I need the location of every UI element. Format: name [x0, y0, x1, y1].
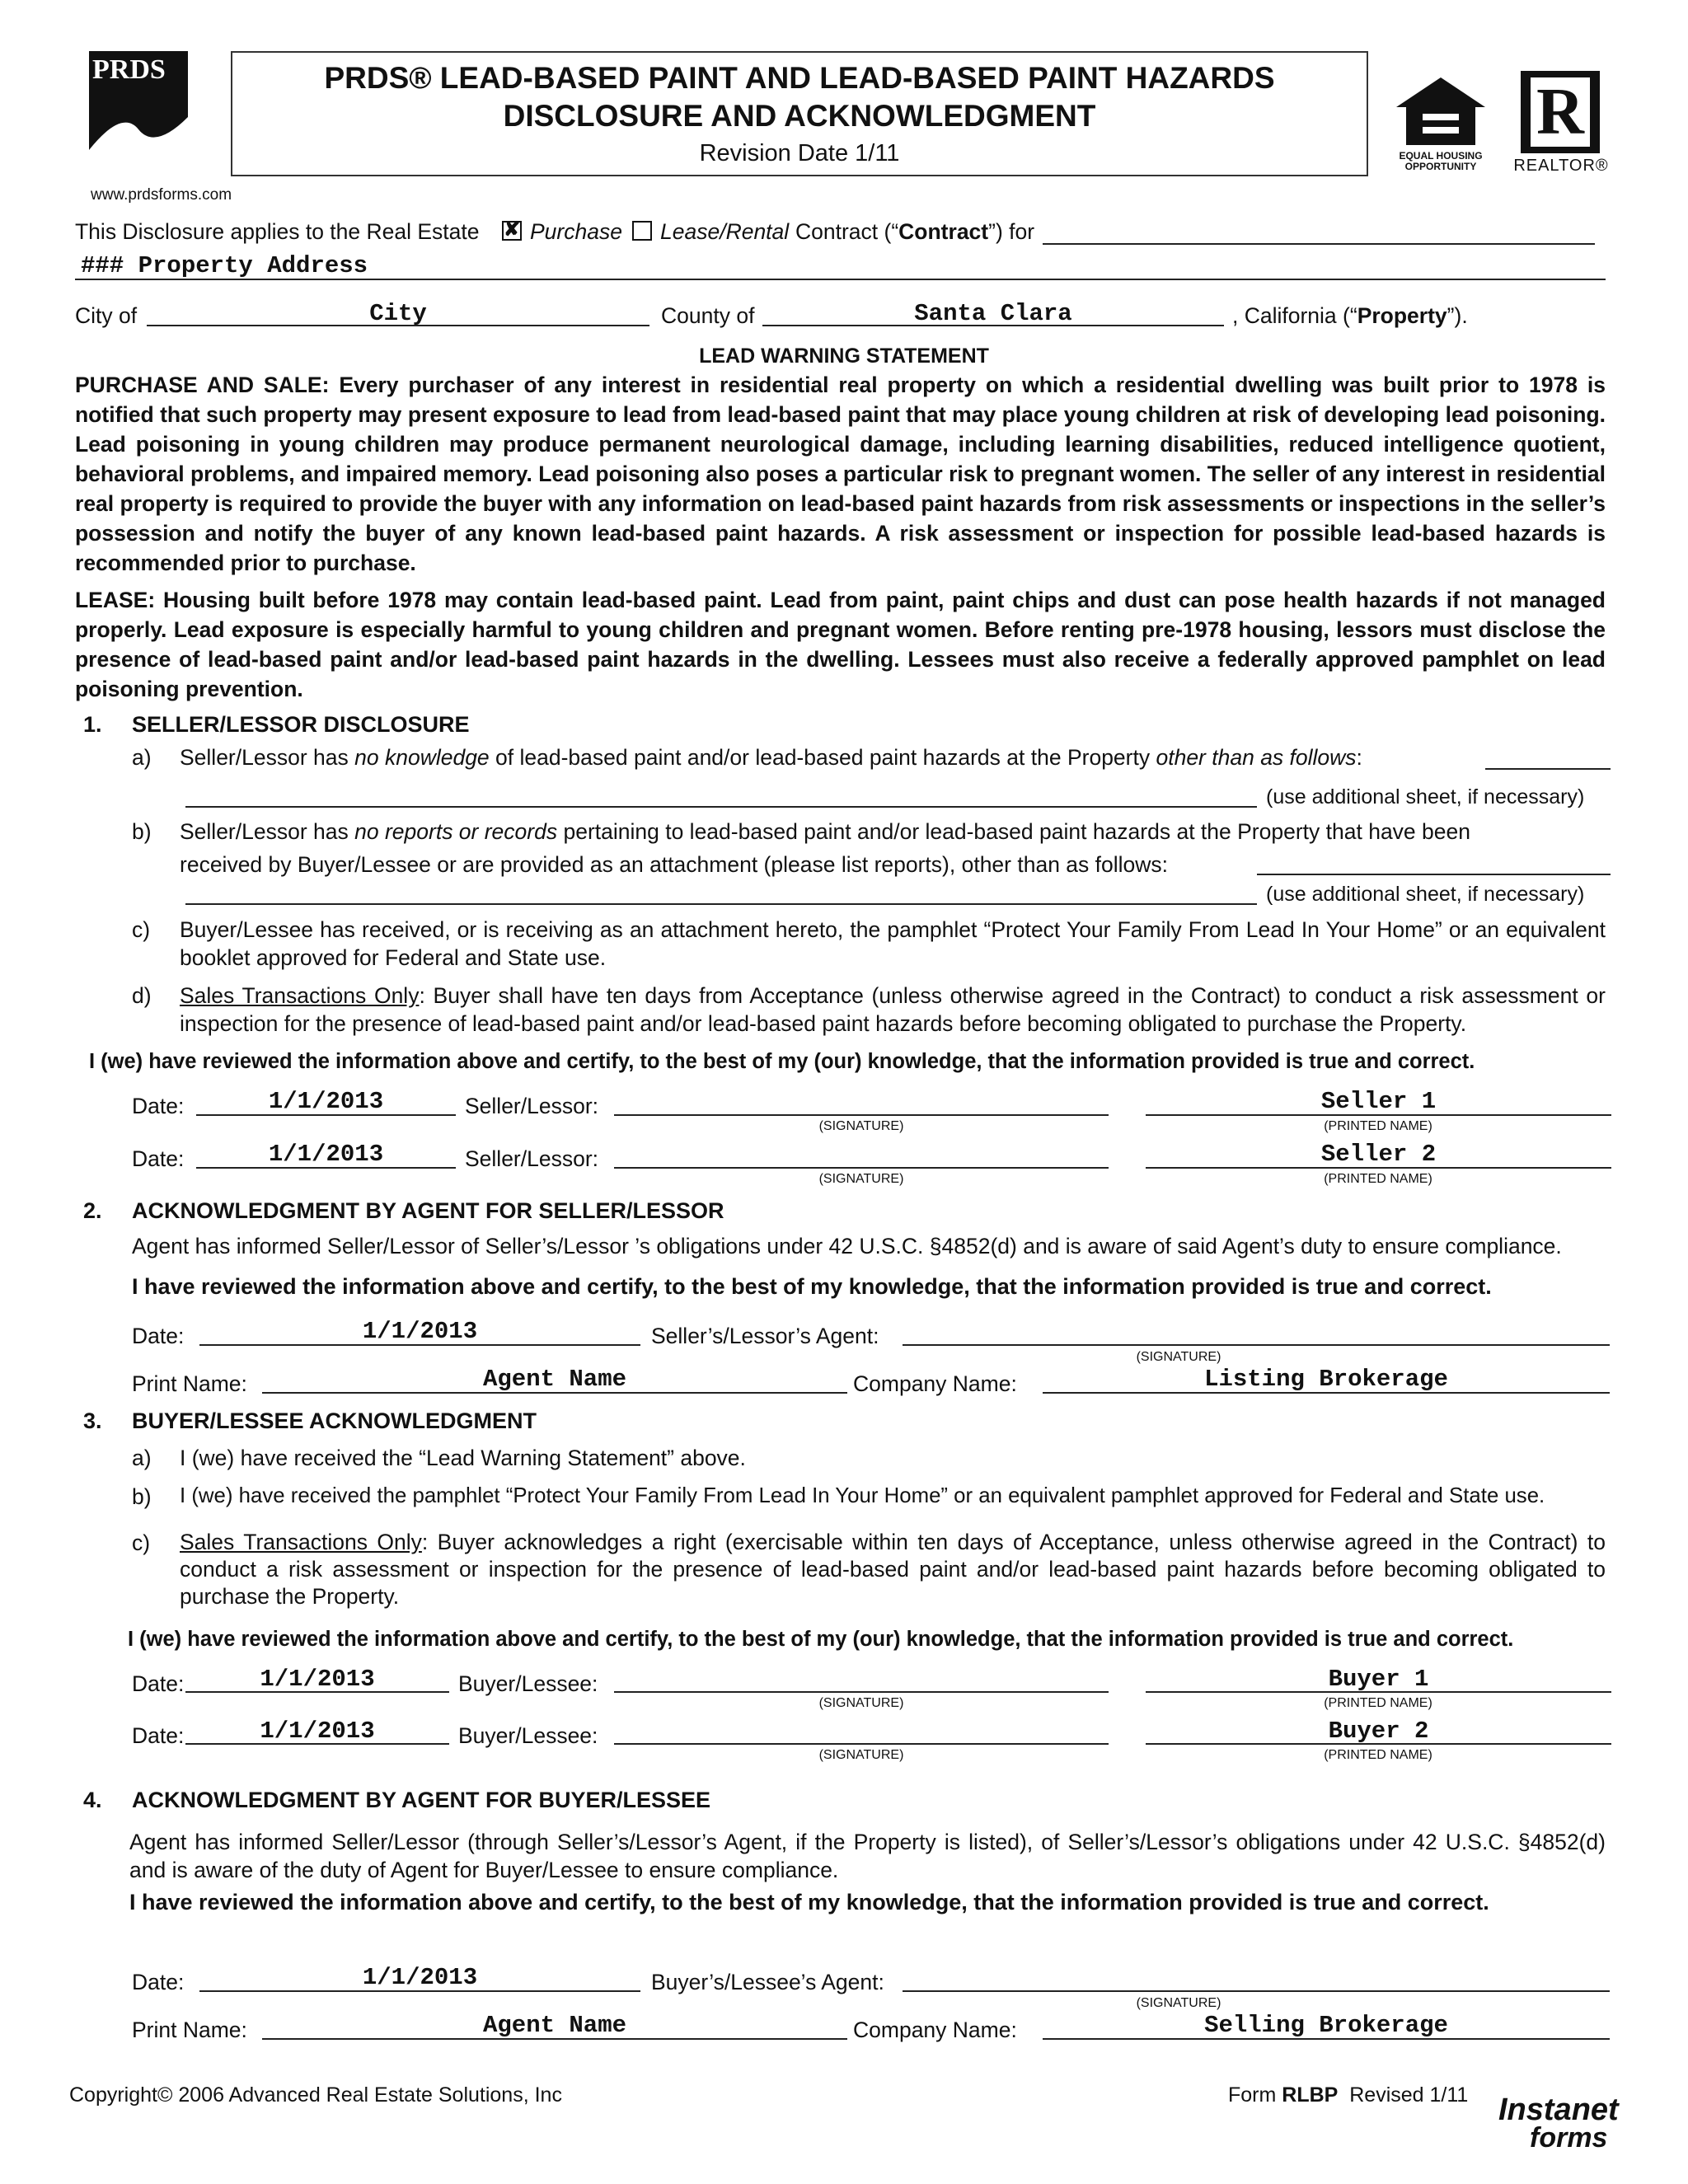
- s1-printed-name-field-2[interactable]: Seller 2: [1320, 1141, 1437, 1168]
- s4-date-field[interactable]: 1/1/2013: [362, 1964, 478, 1991]
- s3-date-field-2[interactable]: 1/1/2013: [260, 1718, 375, 1745]
- s1-c-text: Buyer/Lessee has received, or is receiving as an attachment hereto, the pamphlet “Protect Your Family From Lead In Your Home” or an equivalent booklet approved for Federal and State use.: [180, 917, 1606, 970]
- s2-number: 2.: [83, 1198, 102, 1223]
- s1-a-additional: (use additional sheet, if necessary): [1266, 785, 1585, 808]
- s4-agent-label: Buyer’s/Lessee’s Agent:: [651, 1970, 884, 1994]
- county-label: County of: [661, 303, 755, 328]
- s1-c-letter: c): [132, 917, 151, 942]
- city-label: City of: [75, 303, 138, 328]
- s4-title: ACKNOWLEDGMENT BY AGENT FOR BUYER/LESSEE: [132, 1788, 711, 1812]
- s1-b-text3: received by Buyer/Lessee or are provided as an attachment (please list reports), other than as follows:: [180, 852, 1169, 877]
- property-address-line: [75, 279, 1606, 280]
- form-title-line2: DISCLOSURE AND ACKNOWLEDGMENT: [503, 99, 1096, 133]
- s3-b-text: I (we) have received the pamphlet “Protect Your Family From Lead In Your Home” or an equivalent pamphlet approved for Federal and State use.: [180, 1484, 1545, 1507]
- prds-logo-text: PRDS: [92, 54, 166, 85]
- s3-party-label-2: Buyer/Lessee:: [458, 1723, 598, 1748]
- s1-date-field-2[interactable]: 1/1/2013: [268, 1141, 384, 1168]
- s3-c-text: Sales Transactions Only: Buyer acknowledges a right (exercisable within ten days of Acceptance, unless otherwise agreed in the Contract) to conduct a risk assessment or inspection for the presence of lead-based paint and/or lead-based paint hazards before becoming obligated to purchase the Property.: [180, 1530, 1606, 1609]
- s1-b-line2: [185, 903, 1257, 905]
- s3-date-label-2: Date:: [132, 1723, 185, 1748]
- s2-company-field[interactable]: Listing Brokerage: [1204, 1366, 1448, 1393]
- s3-a-letter: a): [132, 1446, 152, 1470]
- s2-certify: I have reviewed the information above and certify, to the best of my knowledge, that the information provided is true and correct.: [132, 1274, 1492, 1299]
- s1-number: 1.: [83, 712, 102, 737]
- s1-signature-caption: (SIGNATURE): [818, 1119, 904, 1133]
- city-field[interactable]: City: [369, 300, 427, 327]
- s2-date-label: Date:: [132, 1324, 185, 1348]
- purchase-label: Purchase: [530, 219, 622, 244]
- s1-party-label: Seller/Lessor:: [465, 1094, 599, 1118]
- s2-print-label: Print Name:: [132, 1371, 247, 1396]
- s3-signature-caption: (SIGNATURE): [818, 1696, 904, 1710]
- s2-agent-label: Seller’s/Lessor’s Agent:: [651, 1324, 879, 1348]
- realtor-label: REALTOR®: [1513, 157, 1609, 175]
- contract-for-line: [1043, 243, 1595, 245]
- equal-housing-icon: [1393, 74, 1489, 171]
- s1-party-label-2: Seller/Lessor:: [465, 1146, 599, 1171]
- s4-certify: I have reviewed the information above and certify, to the best of my knowledge, that the information provided is true and correct.: [129, 1890, 1489, 1915]
- property-address-field[interactable]: ### Property Address: [81, 252, 368, 279]
- s1-printed-line-2: [1146, 1167, 1611, 1169]
- s2-date-line: [199, 1344, 640, 1346]
- s1-d-letter: d): [132, 983, 152, 1008]
- s3-b-letter: b): [132, 1484, 152, 1509]
- s1-a-line2: [185, 806, 1257, 808]
- lease-label: Lease/Rental: [660, 219, 790, 244]
- s1-a-text: Seller/Lessor has no knowledge of lead-based paint and/or lead-based paint hazards at the Property other than as follows:: [180, 745, 1362, 770]
- s3-number: 3.: [83, 1408, 102, 1433]
- s3-c-letter: c): [132, 1530, 151, 1555]
- s3-date-line-2: [185, 1743, 449, 1745]
- s3-party-label: Buyer/Lessee:: [458, 1671, 598, 1696]
- s3-date-line: [185, 1691, 449, 1693]
- s3-signature-line[interactable]: [614, 1691, 1109, 1693]
- title-box: [231, 51, 1368, 176]
- s2-agent-signature-line[interactable]: [903, 1344, 1610, 1346]
- form-code: Form RLBP Revised 1/11: [1228, 2083, 1469, 2107]
- s1-date-field[interactable]: 1/1/2013: [268, 1088, 384, 1115]
- s3-printed-line: [1146, 1691, 1611, 1693]
- s2-print-name-field[interactable]: Agent Name: [482, 1366, 627, 1393]
- instanet-forms-logo: [1498, 2093, 1630, 2159]
- s4-print-label: Print Name:: [132, 2018, 247, 2042]
- s4-signature-caption: (SIGNATURE): [1136, 1996, 1221, 2010]
- s3-date-field[interactable]: 1/1/2013: [260, 1666, 375, 1693]
- s3-title: BUYER/LESSEE ACKNOWLEDGMENT: [132, 1408, 537, 1433]
- s1-b-line1: [1257, 874, 1611, 875]
- s4-company-line: [1043, 2038, 1610, 2040]
- s1-certify: I (we) have reviewed the information above and certify, to the best of my (our) knowledge, that the information provided is true and correct.: [89, 1050, 1475, 1073]
- s4-text: Agent has informed Seller/Lessor (through Seller’s/Lessor’s Agent, if the Property is listed), of Seller’s/Lessor’s obligations under 42 U.S.C. §4852(d) and is aware of the duty of Agent for Buyer/Lessee to ensure compliance.: [129, 1830, 1606, 1882]
- s2-title: ACKNOWLEDGMENT BY AGENT FOR SELLER/LESSOR: [132, 1198, 724, 1223]
- instanet-line2: forms: [1530, 2122, 1608, 2154]
- s1-date-label-2: Date:: [132, 1146, 185, 1171]
- s3-signature-line-2[interactable]: [614, 1743, 1109, 1745]
- s1-b-additional: (use additional sheet, if necessary): [1266, 883, 1585, 906]
- s2-print-line: [262, 1392, 847, 1394]
- s2-date-field[interactable]: 1/1/2013: [362, 1318, 478, 1345]
- s1-date-label: Date:: [132, 1094, 185, 1118]
- s1-date-line: [196, 1114, 456, 1116]
- s1-printed-caption: (PRINTED NAME): [1324, 1119, 1432, 1133]
- eho-line2: OPPORTUNITY: [1404, 161, 1477, 172]
- s3-printed-name-field[interactable]: Buyer 1: [1328, 1666, 1429, 1693]
- s4-date-line: [199, 1990, 640, 1992]
- s3-date-label: Date:: [132, 1671, 185, 1696]
- s4-date-label: Date:: [132, 1970, 185, 1994]
- s3-a-text: I (we) have received the “Lead Warning Statement” above.: [180, 1446, 746, 1470]
- copyright-text: Copyright© 2006 Advanced Real Estate Solutions, Inc: [69, 2083, 562, 2107]
- s1-signature-caption-2: (SIGNATURE): [818, 1172, 904, 1186]
- purchase-checkbox[interactable]: ✘: [504, 218, 521, 241]
- lease-warning-paragraph: LEASE: Housing built before 1978 may contain lead-based paint. Lead from paint, paint chips and dust can pose health hazards if not managed properly. Lead exposure is especially harmful to young children and pregnant women. Before renting pre-1978 housing, lessors must disclose the presence of lead-based paint and/or lead-based paint hazards in the dwelling. Lessees must also receive a federally approved pamphlet on lead poisoning prevention.: [75, 588, 1606, 701]
- county-field[interactable]: Santa Clara: [914, 300, 1072, 327]
- s2-company-line: [1043, 1392, 1610, 1394]
- s3-printed-line-2: [1146, 1743, 1611, 1745]
- realtor-icon: R REALTOR®: [1512, 71, 1610, 178]
- s3-printed-caption-2: (PRINTED NAME): [1324, 1748, 1432, 1762]
- s1-printed-line: [1146, 1114, 1611, 1116]
- s3-printed-caption: (PRINTED NAME): [1324, 1696, 1432, 1710]
- s1-d-text: Sales Transactions Only: Buyer shall have ten days from Acceptance (unless otherwise agreed in the Contract) to conduct a risk assessment or inspection for the presence of lead-based paint and/or lead-based paint hazards before becoming obligated to purchase the Property.: [180, 983, 1606, 1036]
- s2-company-label: Company Name:: [853, 1371, 1017, 1396]
- purchase-warning-paragraph: PURCHASE AND SALE: Every purchaser of any interest in residential real property on which a residential dwelling was built prior to 1978 is notified that such property may present exposure to lead from lead-based paint that may place young children at risk of developing lead poisoning. Lead poisoning in young children may produce permanent neurological damage, including learning disabilities, reduced intelligence quotient, behavioral problems, and impaired memory. Lead poisoning also poses a particular risk to pregnant women. The seller of any interest in residential real property is required to provide the buyer with any information on lead-based paint hazards from risk assessments or inspections in the seller’s possession and notify the buyer of any known lead-based paint hazards. A risk assessment or inspection for possible lead-based hazards is recommended prior to purchase.: [75, 373, 1606, 575]
- s1-printed-caption-2: (PRINTED NAME): [1324, 1172, 1432, 1186]
- s1-printed-name-field[interactable]: Seller 1: [1320, 1088, 1437, 1115]
- s1-b-letter: b): [132, 819, 152, 844]
- lease-checkbox[interactable]: [632, 221, 652, 241]
- s2-signature-caption: (SIGNATURE): [1136, 1350, 1221, 1364]
- s3-certify: I (we) have reviewed the information above and certify, to the best of my (our) knowledge, that the information provided is true and correct.: [128, 1628, 1514, 1651]
- eho-line1: EQUAL HOUSING: [1399, 150, 1483, 162]
- s1-b-text: Seller/Lessor has no reports or records pertaining to lead-based paint and/or lead-based paint hazards at the Property that have been: [180, 819, 1470, 844]
- s4-company-field[interactable]: Selling Brokerage: [1204, 2012, 1448, 2039]
- s1-date-line-2: [196, 1167, 456, 1169]
- s1-a-line1: [1485, 768, 1611, 770]
- s4-print-line: [262, 2038, 847, 2040]
- warning-heading: LEAD WARNING STATEMENT: [699, 344, 989, 368]
- s3-signature-caption-2: (SIGNATURE): [818, 1748, 904, 1762]
- prds-url: www.prdsforms.com: [91, 186, 232, 204]
- prds-logo: [89, 51, 188, 181]
- city-line: [147, 325, 649, 326]
- s4-company-label: Company Name:: [853, 2018, 1017, 2042]
- s1-a-letter: a): [132, 745, 152, 770]
- s1-title: SELLER/LESSOR DISCLOSURE: [132, 712, 470, 737]
- revision-date: Revision Date 1/11: [699, 140, 900, 166]
- s2-text: Agent has informed Seller/Lessor of Seller’s/Lessor ’s obligations under 42 U.S.C. §4852(d) and is aware of said Agent’s duty to ensure compliance.: [132, 1234, 1562, 1258]
- applies-prefix: This Disclosure applies to the Real Estate: [75, 219, 480, 244]
- contract-text: Contract (“Contract”) for: [795, 219, 1035, 244]
- s3-printed-name-field-2[interactable]: Buyer 2: [1328, 1718, 1429, 1745]
- instanet-line1: Instanet: [1498, 2093, 1619, 2127]
- s1-signature-line-2[interactable]: [614, 1167, 1109, 1169]
- s4-agent-signature-line[interactable]: [903, 1990, 1610, 1992]
- form-title-line1: PRDS® LEAD-BASED PAINT AND LEAD-BASED PAINT HAZARDS: [324, 61, 1275, 95]
- s4-number: 4.: [83, 1788, 102, 1812]
- s1-signature-line[interactable]: [614, 1114, 1109, 1116]
- california-text: , California (“Property”).: [1232, 303, 1468, 328]
- county-line: [762, 325, 1224, 326]
- s4-print-name-field[interactable]: Agent Name: [482, 2012, 627, 2039]
